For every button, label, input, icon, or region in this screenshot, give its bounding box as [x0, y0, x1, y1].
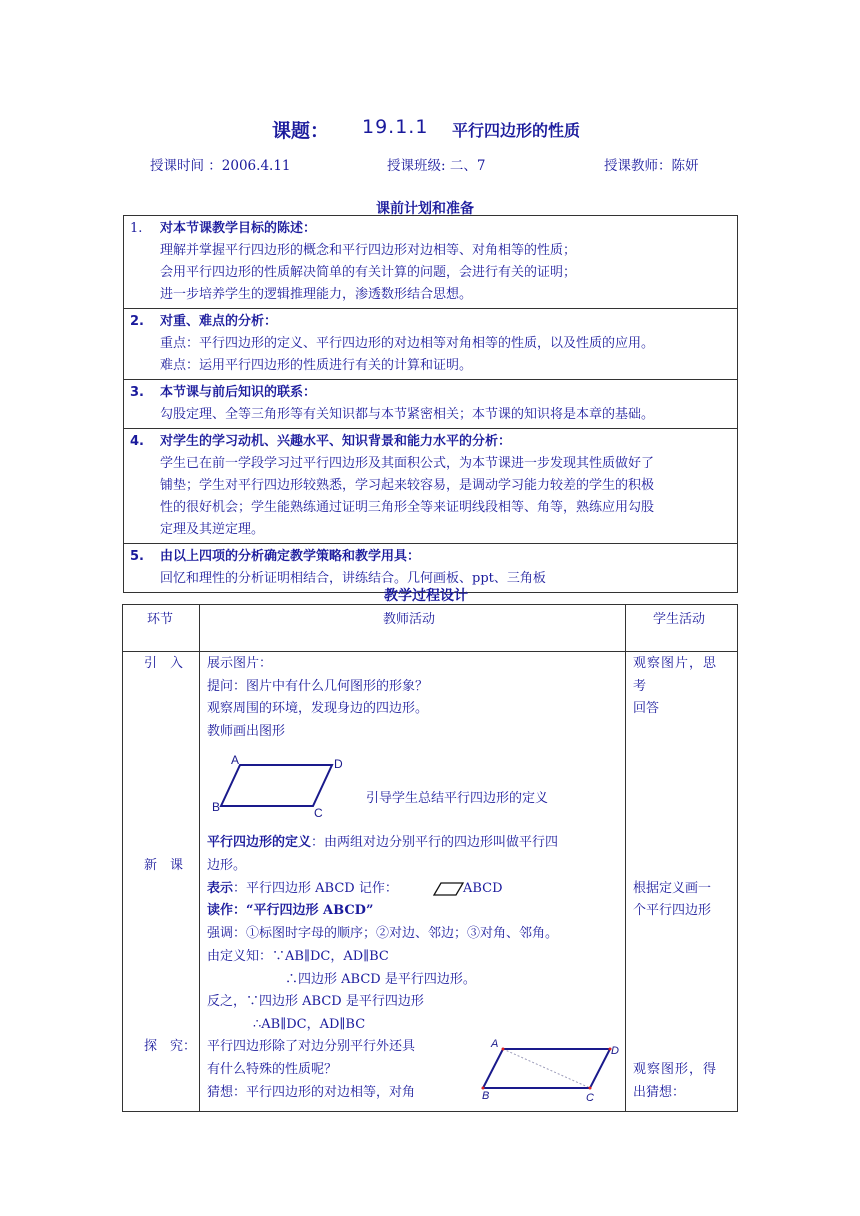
therefore-line-2: ∴AB∥DC，AD∥BC — [253, 1017, 366, 1032]
student-line: 回答 — [633, 701, 660, 716]
section-line: 理解并掌握平行四边形的概念和平行四边形对边相等、对角相等的性质； — [160, 243, 577, 258]
parallelogram-shape — [221, 765, 332, 806]
student-line: 根据定义画一 — [633, 881, 712, 896]
teacher-line: 教师画出图形 — [207, 724, 286, 739]
parallelogram-diagonal-figure — [483, 1035, 623, 1105]
vertex-label-d: D — [334, 757, 343, 771]
section-number: 2. — [130, 314, 144, 329]
vertex-point — [502, 1048, 505, 1051]
vertex-label-c2: C — [586, 1092, 594, 1104]
reading-text: ：“平行四边形 ABCD” — [233, 903, 374, 918]
column-divider — [625, 605, 626, 1111]
parallelogram-shape-2 — [483, 1049, 610, 1088]
section-title: 对重、难点的分析： — [160, 314, 278, 329]
section-number: 1. — [130, 221, 143, 236]
stage-intro: 引 入 — [144, 656, 184, 671]
representation-symbol-text: ABCD — [463, 881, 503, 896]
header-student: 学生活动 — [653, 612, 706, 627]
section-number: 5. — [130, 549, 144, 564]
guess-line: 猜想：平行四边形的对边相等，对角 — [207, 1085, 416, 1100]
student-line: 个平行四边形 — [633, 903, 712, 918]
parallelogram-figure — [209, 749, 349, 819]
vertex-label-a2: A — [491, 1038, 499, 1050]
section-number: 4. — [130, 434, 144, 449]
representation-text: ：平行四边形 ABCD 记作： — [233, 881, 398, 896]
teaching-time: 授课时间 ：2006.4.11 — [150, 158, 291, 174]
representation-label: 表示 — [207, 881, 234, 896]
section-title: 对学生的学习动机、兴趣水平、知识背景和能力水平的分析： — [160, 434, 512, 449]
stage-new: 新 课 — [144, 858, 184, 873]
header-stage: 环节 — [147, 612, 174, 627]
column-divider — [199, 605, 200, 1111]
section-line: 铺垫；学生对平行四边形较熟悉，学习起来较容易，是调动学习能力较差的学生的积极 — [160, 478, 655, 493]
plan-table — [123, 215, 738, 593]
emphasis-line: 强调：①标图时字母的顺序；②对边、邻边；③对角、邻角。 — [207, 926, 559, 941]
student-line: 观察图片，思 — [633, 656, 718, 671]
teacher-line: 提问：图片中有什么几何图形的形象？ — [207, 679, 429, 694]
plan-section-4 — [124, 429, 738, 544]
guide-text: 引导学生总结平行四边形的定义 — [366, 791, 549, 806]
section-title: 本节课与前后知识的联系： — [160, 385, 317, 400]
section-number: 3. — [130, 385, 144, 400]
plan-section-1 — [124, 216, 738, 309]
section-title: 对本节课教学目标的陈述： — [160, 221, 317, 236]
section-line: 进一步培养学生的逻辑推理能力，渗透数形结合思想。 — [160, 287, 473, 302]
vertex-label-d2: D — [611, 1045, 619, 1057]
lesson-number: 19.1.1 — [362, 116, 429, 138]
definition-line-2: 边形。 — [207, 858, 247, 873]
process-table — [122, 604, 738, 1112]
section-line: 会用平行四边形的性质解决简单的有关计算的问题，会进行有关的证明； — [160, 265, 577, 280]
question-line-2: 有什么特殊的性质呢？ — [207, 1062, 338, 1077]
lesson-topic: 平行四边形的性质 — [452, 121, 581, 140]
definition-text: ：由两组对边分别平行的四边形叫做平行四 — [311, 835, 559, 850]
vertex-label-b2: B — [482, 1090, 490, 1102]
header-teacher: 教师活动 — [383, 612, 436, 627]
vertex-label-c: C — [314, 806, 323, 820]
vertex-point — [589, 1087, 592, 1090]
reading-label: 读作 — [207, 903, 234, 918]
title-row — [0, 116, 860, 146]
header-divider — [123, 651, 737, 652]
by-definition-line: 由定义知：∵AB∥DC，AD∥BC — [207, 949, 389, 964]
teacher-name: 授课教师：陈妍 — [604, 158, 699, 174]
parallelogram-symbol-icon — [433, 881, 465, 897]
section-line: 回忆和理性的分析证明相结合，讲练结合。几何画板、ppt、三角板 — [160, 571, 546, 586]
section-line: 难点：运用平行四边形的性质进行有关的计算和证明。 — [160, 358, 473, 373]
reading-line — [207, 900, 373, 923]
representation-line — [207, 878, 398, 901]
question-line-1: 平行四边形除了对边分别平行外还具 — [207, 1039, 416, 1054]
section-line: 重点：平行四边形的定义、平行四边形的对边相等对角相等的性质，以及性质的应用。 — [160, 336, 655, 351]
section-line: 勾股定理、全等三角形等有关知识都与本节紧密相关；本节课的知识将是本章的基础。 — [160, 407, 655, 422]
section-title: 由以上四项的分析确定教学策略和教学用具： — [160, 549, 421, 564]
student-line: 观察图形，得 — [633, 1062, 718, 1077]
vertex-label-b: B — [212, 800, 221, 814]
plan-section-3 — [124, 380, 738, 429]
student-line: 出猜想： — [633, 1085, 686, 1100]
teacher-line: 观察周围的环境，发现身边的四边形。 — [207, 701, 429, 716]
title-label: 课题： — [272, 120, 330, 142]
plan-section-2 — [124, 309, 738, 380]
section-line: 学生已在前一学段学习过平行四边形及其面积公式，为本节课进一步发现其性质做好了 — [160, 456, 655, 471]
teacher-line: 展示图片： — [207, 656, 273, 671]
vertex-label-a: A — [231, 753, 240, 767]
definition-label: 平行四边形的定义 — [207, 835, 312, 850]
converse-line: 反之，∵四边形 ABCD 是平行四边形 — [207, 994, 424, 1009]
student-line: 考 — [633, 679, 647, 694]
section-line: 定理及其逆定理。 — [160, 522, 265, 537]
section-line: 性的很好机会；学生能熟练通过证明三角形全等来证明线段相等、角等，熟练应用勾股 — [160, 500, 655, 515]
stage-explore: 探 究： — [144, 1039, 197, 1054]
definition-line — [207, 832, 558, 855]
plan-heading: 课前计划和准备 — [376, 201, 474, 217]
diagonal-line — [503, 1049, 590, 1088]
therefore-line-1: ∴四边形 ABCD 是平行四边形。 — [285, 972, 476, 987]
teaching-class: 授课班级: 二、7 — [387, 158, 486, 174]
process-heading: 教学过程设计 — [384, 588, 468, 604]
